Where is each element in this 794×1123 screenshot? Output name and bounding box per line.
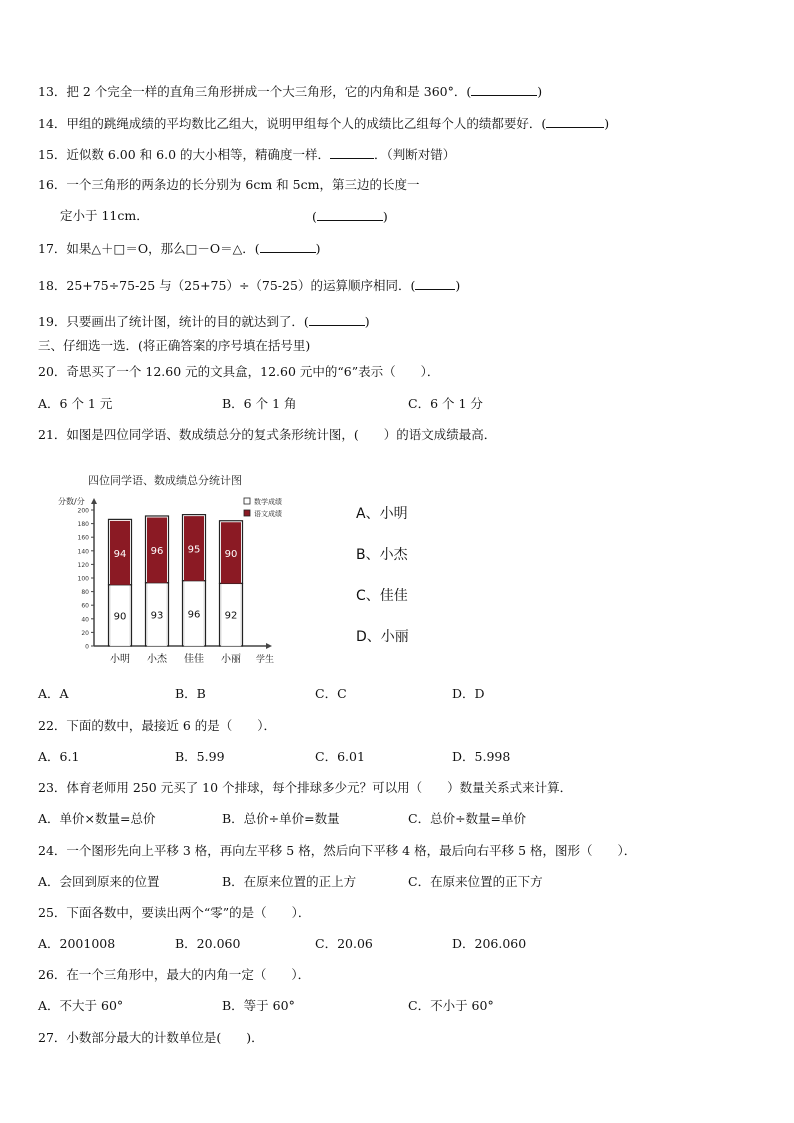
option-b[interactable]: B．等于 60° [222,998,295,1013]
bar-value-label: 90 [224,548,238,560]
x-tick-label: 佳佳 [184,654,204,665]
chart-bars [109,515,243,646]
chart-option-c: C、佳佳 [356,588,408,604]
question-15 [38,146,455,163]
question-22: 22．下面的数中，最接近 6 的是（ ）． [38,718,277,733]
question-23: 23．体育老师用 250 元买了 10 个排球，每个排球多少元？可以用（ ）数量关系式来计算． [38,780,573,795]
y-tick-label: 80 [81,589,89,597]
y-axis-arrow [91,498,97,504]
bar-value-label: 95 [187,544,201,556]
option-a[interactable]: A．2001008 [38,936,116,951]
question-15-tail: ．（判断对错） [374,147,456,162]
question-20: 20．奇思买了一个 12.60 元的文具盒，12.60 元中的“6”表示（ ）． [38,364,440,379]
chart-title: 四位同学语、数成绩总分统计图 [88,474,242,487]
y-tick-label: 20 [81,629,89,637]
chart-option-a: A、小明 [356,506,408,522]
legend-swatch [244,510,250,516]
x-axis-arrow [266,643,272,649]
answer-blank[interactable] [330,146,374,159]
y-tick-label: 40 [81,616,89,624]
question-16-answer [312,208,388,225]
answer-blank[interactable] [317,208,383,221]
bar-value-label: 96 [187,609,201,621]
option-b[interactable]: B．6 个 1 角 [222,396,297,411]
option-a[interactable]: A．不大于 60° [38,998,124,1013]
option-a[interactable]: A．6 个 1 元 [38,396,113,411]
bar-value-label: 93 [150,610,164,622]
question-18-text: 18．25+75÷75-25 与（25+75）÷（75-25）的运算顺序相同．( [38,278,416,293]
y-tick-label: 180 [77,521,89,529]
option-c[interactable]: C．20.06 [315,936,373,951]
option-c[interactable]: C．不小于 60° [408,998,494,1013]
close-paren: ) [537,84,543,99]
x-axis-label: 学生 [256,655,275,665]
x-tick-label: 小明 [110,654,130,665]
answer-blank[interactable] [260,240,316,253]
answer-blank[interactable] [309,313,365,326]
chart-option-d: D、小丽 [356,629,409,645]
bar-value-label: 90 [113,611,127,623]
question-13 [38,83,542,100]
question-24: 24．一个图形先向上平移 3 格，再向左平移 5 格，然后向下平移 4 格，最后向右平移 5 格，图形（ ）． [38,843,637,858]
option-c[interactable]: C．C [315,686,347,701]
close-paren: ) [315,241,321,256]
question-26: 26．在一个三角形中，最大的内角一定（ ）． [38,967,311,982]
y-tick-label: 0 [85,643,89,651]
question-19-text: 19．只要画出了统计图，统计的目的就达到了．( [38,314,309,329]
question-16-continued [60,208,149,224]
question-16 [38,177,419,193]
option-d[interactable]: D．D [452,686,485,701]
question-17 [38,240,321,257]
option-c[interactable]: C．总价÷数量=单价 [408,811,527,826]
question-13-text: 13．把 2 个完全一样的直角三角形拼成一个大三角形，它的内角和是 360°．( [38,84,472,99]
bar-value-label: 94 [113,548,127,560]
question-21: 21．如图是四位同学语、数成绩总分的复式条形统计图，( ）的语文成绩最高． [38,427,497,442]
question-15-text: 15．近似数 6.00 和 6.0 的大小相等，精确度一样． [38,147,331,162]
section-heading: 三、仔细选一选．(将正确答案的序号填在括号里) [38,338,311,353]
y-tick-label: 200 [77,507,89,515]
answer-blank[interactable] [546,115,604,128]
option-b[interactable]: B．在原来位置的正上方 [222,874,357,889]
option-b[interactable]: B．20.060 [175,936,241,951]
stacked-bar-chart [56,470,356,680]
option-d[interactable]: D．206.060 [452,936,527,951]
option-a[interactable]: A．会回到原来的位置 [38,874,160,889]
legend-swatch [244,498,250,504]
option-a[interactable]: A．A [38,686,69,701]
option-a[interactable]: A．单价×数量=总价 [38,811,156,826]
question-16-text: 16．一个三角形的两条边的长分别为 6cm 和 5cm，第三边的长度一 [38,177,420,192]
option-b[interactable]: B．B [175,686,206,701]
question-27: 27．小数部分最大的计数单位是( )． [38,1030,264,1045]
question-19 [38,313,370,330]
legend-label: 数学成绩 [254,498,282,506]
close-paren: ) [604,116,610,131]
close-paren: ) [455,278,461,293]
option-d[interactable]: D．5.998 [452,749,511,764]
question-18 [38,277,460,294]
option-a[interactable]: A．6.1 [38,749,80,764]
question-14-text: 14．甲组的跳绳成绩的平均数比乙组大，说明甲组每个人的成绩比乙组每个人的绩都要好．( [38,116,547,131]
option-b[interactable]: B．总价÷单价=数量 [222,811,340,826]
chart-legend [244,497,282,518]
question-17-text: 17．如果△＋□＝O，那么□－O＝△．( [38,241,260,256]
y-axis-label: 分数/分 [58,497,85,506]
open-paren: ( [312,209,317,224]
legend-label: 语文成绩 [254,510,282,518]
answer-blank[interactable] [415,277,455,290]
y-tick-label: 160 [77,534,89,542]
question-16-text2: 定小于 11cm． [60,208,149,223]
bar-value-label: 96 [150,546,164,558]
question-14 [38,115,609,132]
chart-option-b: B、小杰 [356,547,408,563]
y-tick-label: 140 [77,548,89,556]
y-tick-label: 60 [81,602,89,610]
answer-blank[interactable] [471,83,537,96]
y-tick-label: 100 [77,575,89,583]
x-tick-label: 小杰 [147,654,167,665]
option-c[interactable]: C．6.01 [315,749,365,764]
close-paren: ) [364,314,370,329]
bar-value-label: 92 [224,610,238,622]
close-paren: ) [382,209,388,224]
x-tick-label: 小丽 [221,654,241,665]
option-c[interactable]: C．在原来位置的正下方 [408,874,543,889]
option-c[interactable]: C．6 个 1 分 [408,396,483,411]
option-b[interactable]: B．5.99 [175,749,225,764]
y-tick-label: 120 [77,561,89,569]
question-25: 25．下面各数中，要读出两个“零”的是（ ）． [38,905,311,920]
